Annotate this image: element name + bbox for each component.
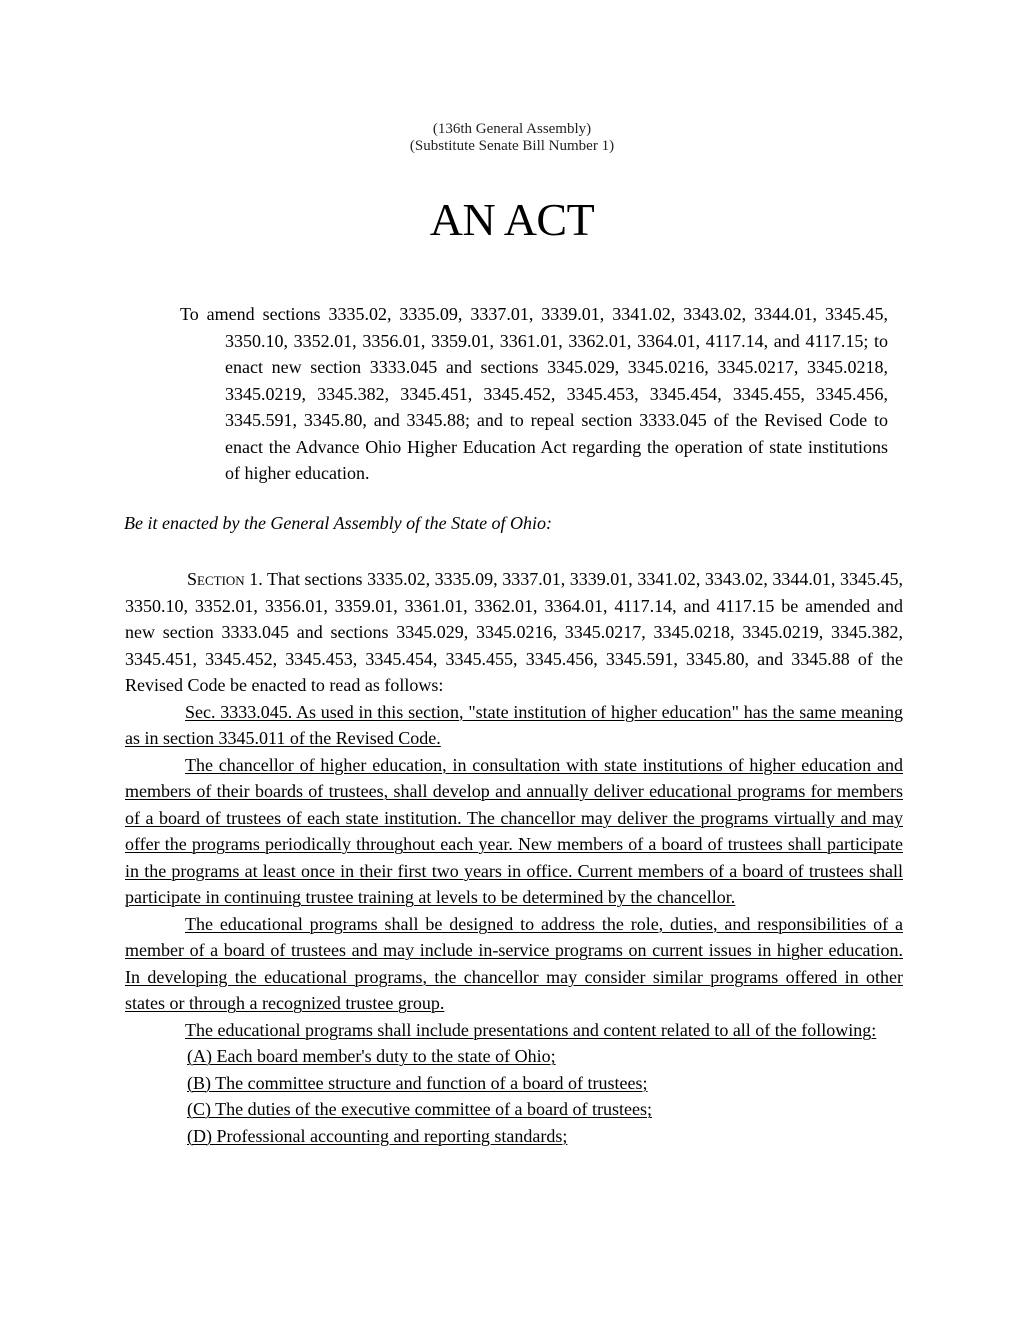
general-assembly-line: (136th General Assembly) [432,121,592,137]
programs-text: The chancellor of higher education, in consultation with state institutions of higher education and members of their boards of trustees, shall develop and annually deliver educational programs for members of a board of trustees of each state institution. The chancellor may deliver the programs virtually and may offer the programs periodically throughout each year. New members of a board of trustees shall participate in the programs at least once in their first two years in office. Current members of a board of trustees shall participate in continuing trustee training at levels to be determined by the chancellor. [125,754,903,907]
sec-3333-045-definition [125,699,903,752]
section-label: Section [187,569,245,589]
sec-3333-045-programs [125,752,903,911]
sec-3333-045-design [125,911,903,1017]
section-1-paragraph [125,566,903,699]
section-number: 1. [249,569,263,589]
purpose-clause: To amend sections 3335.02, 3335.09, 3337.01, 3339.01, 3341.02, 3343.02, 3344.01, 3345.45, 3350.10, 3352.01, 3356.01, 3359.01, 3361.01, 3362.01, 3364.01, 4117.14, and 4117.15; to enact new section 3333.045 and sections 3345.029, 3345.0216, 3345.0217, 3345.0218, 3345.0219, 3345.382, 3345.451, 3345.452, 3345.453, 3345.454, 3345.455, 3345.456, 3345.591, 3345.80, and 3345.88; and to repeal section 3333.045 of the Revised Code to enact the Advance Ohio Higher Education Act regarding the operation of state institutions of higher education. [180,304,888,483]
enacting-clause: Be it enacted by the General Assembly of the State of Ohio: [124,513,553,533]
sec-3333-045-content [125,1017,903,1044]
definition-text: Sec. 3333.045. As used in this section, "state institution of higher education" has the same meaning as in section 3345.011 of the Revised Code. [125,701,903,748]
list-item [125,1123,903,1150]
list-item-text: (B) The committee structure and function of a board of trustees; [187,1072,648,1093]
list-item [125,1096,903,1123]
bill-number-line: (Substitute Senate Bill Number 1) [409,138,615,154]
list-item-text: (D) Professional accounting and reporting standards; [187,1125,568,1146]
design-text: The educational programs shall be designed to address the role, duties, and responsibilities of a member of a board of trustees and may include in-service programs on current issues in higher education. In developing the educational programs, the chancellor may consider similar programs offered in other states or through a recognized trustee group. [125,913,903,1013]
section-1-text: That sections 3335.02, 3335.09, 3337.01, 3339.01, 3341.02, 3343.02, 3344.01, 3345.45, 3350.10, 3352.01, 3356.01, 3359.01, 3361.01, 3362.01, 3364.01, 4117.14, and 4117.15 be amended and new section 3333.045 and sections 3345.029, 3345.0216, 3345.0217, 3345.0218, 3345.0219, 3345.382, 3345.451, 3345.452, 3345.453, 3345.454, 3345.455, 3345.456, 3345.591, 3345.80, and 3345.88 of the Revised Code be enacted to read as follows: [125,569,903,695]
act-title: AN ACT [429,194,595,245]
list-item-text: (C) The duties of the executive committee of a board of trustees; [187,1099,653,1119]
list-item-text: (A) Each board member's duty to the state of Ohio; [187,1046,556,1066]
bill-body [125,566,903,1149]
list-item [125,1070,903,1097]
content-text: The educational programs shall include presentations and content related to all of the following: [185,1019,877,1040]
list-item [125,1043,903,1070]
